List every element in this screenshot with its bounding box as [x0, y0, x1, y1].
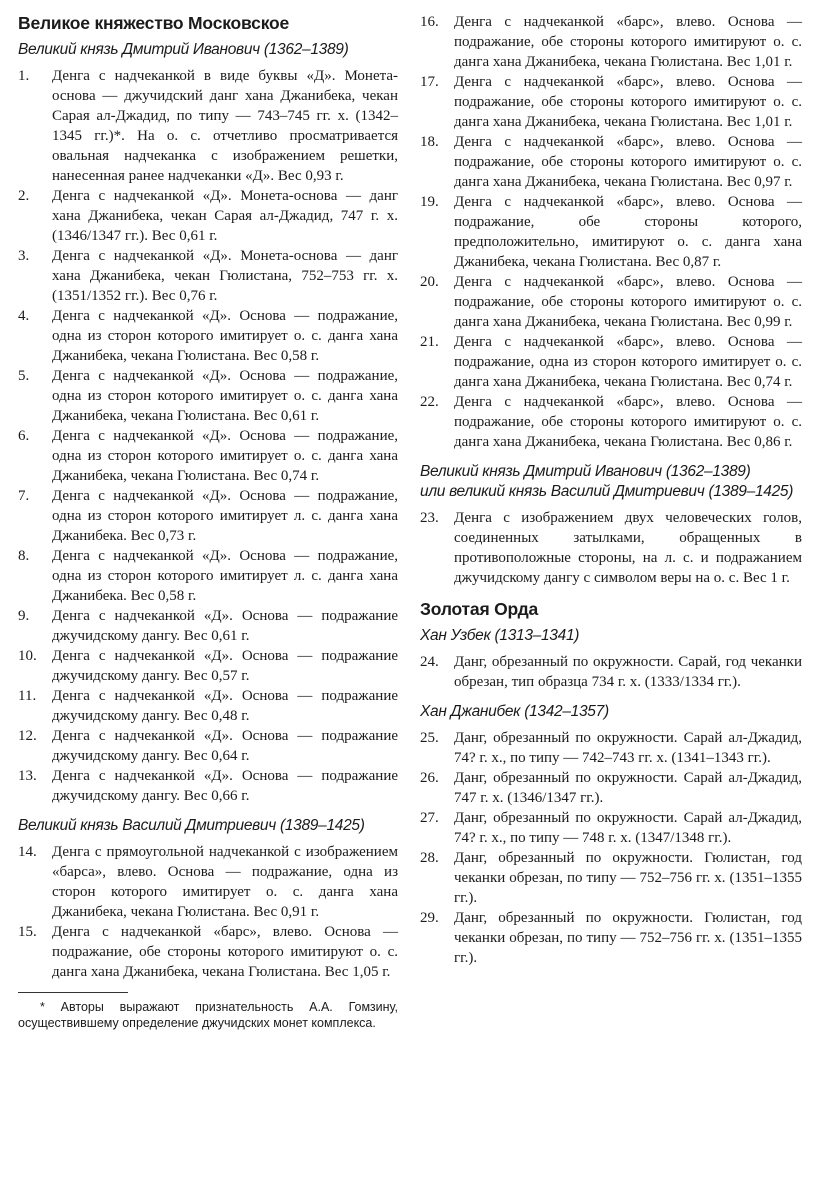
entry-number: 20. — [420, 274, 439, 290]
catalog-entry — [420, 392, 802, 452]
entry-text: Данг, обрезанный по окружности. Сарай ал-Джадид, 747 г. х. (1346/1347 гг.). — [454, 770, 802, 806]
footnote-divider — [18, 992, 128, 993]
entry-number: 1. — [18, 68, 30, 84]
right-column — [420, 12, 802, 978]
catalog-entry — [18, 726, 398, 766]
subheading-khan-uzbek: Хан Узбек (1313–1341) — [420, 627, 580, 644]
entry-text: Денга с надчеканкой «Д». Монета-основа — данг хана Джанибека, чекан Гюлистана, 752–753 гг. х. (1351/1352 гг.). Вес 0,76 г. — [52, 248, 398, 304]
catalog-entry — [18, 186, 398, 246]
entry-text: Данг, обрезанный по окружности. Гюлистан, год чеканки обрезан, по типу — 752–756 гг. х. (1351–1355 гг.). — [454, 910, 802, 966]
entry-text: Денга с надчеканкой в виде буквы «Д». Монета-основа — джучидский данг хана Джанибека, чекан Сарая ал-Джадид, по типу — 743–745 гг. х. (1342–1345 гг.)*. На о. с. отчетливо просматривается овальная надчеканка с изображением решетки, нанесенная ранее надчеканки «Д». Вес 0,93 г. — [52, 68, 398, 184]
entry-text: Денга с надчеканкой «Д». Основа — подражание, одна из сторон которого имитирует о. с. данга хана Джанибека, чекана Гюлистана. Вес 0,74 г. — [52, 428, 398, 484]
entry-number: 3. — [18, 248, 30, 264]
entry-number: 11. — [18, 688, 37, 704]
entry-text: Денга с надчеканкой «Д». Основа — подражание, одна из сторон которого имитирует л. с. данга хана Джанибека. Вес 0,73 г. — [52, 488, 398, 544]
subheading-line: Великий князь Дмитрий Иванович (1362–1389) — [420, 463, 751, 480]
entry-text: Денга с надчеканкой «барс», влево. Основа — подражание, обе стороны которого имитируют о. с. данга хана Джанибека, чекана Гюлистана. Вес 0,99 г. — [454, 274, 802, 330]
entry-list — [420, 728, 802, 968]
catalog-entry — [420, 272, 802, 332]
catalog-entry — [420, 768, 802, 808]
subheading-dmitry-ivanovich: Великий князь Дмитрий Иванович (1362–1389) — [18, 41, 349, 58]
catalog-entry — [420, 652, 802, 692]
catalog-entry — [420, 192, 802, 272]
entry-text: Данг, обрезанный по окружности. Сарай ал-Джадид, 74? г. х., по типу — 748 г. х. (1347/1348 гг.). — [454, 810, 802, 846]
subheading-khan-janibek: Хан Джанибек (1342–1357) — [420, 703, 609, 720]
entry-text: Денга с надчеканкой «Д». Основа — подражание джучидскому дангу. Вес 0,64 г. — [52, 728, 398, 764]
entry-number: 14. — [18, 844, 37, 860]
entry-number: 17. — [420, 74, 439, 90]
catalog-entry — [18, 306, 398, 366]
catalog-entry — [420, 508, 802, 588]
entry-text: Денга с надчеканкой «барс», влево. Основа — подражание, обе стороны которого имитируют о. с. данга хана Джанибека, чекана Гюлистана. Вес 1,01 г. — [454, 74, 802, 130]
entry-text: Денга с надчеканкой «барс», влево. Основа — подражание, обе стороны которого имитируют о. с. данга хана Джанибека, чекана Гюлистана. Вес 1,01 г. — [454, 14, 802, 70]
catalog-entry — [18, 606, 398, 646]
catalog-entry — [420, 908, 802, 968]
entry-text: Данг, обрезанный по окружности. Гюлистан, год чеканки обрезан, по типу — 752–756 гг. х. (1351–1355 гг.). — [454, 850, 802, 906]
entry-text: Денга с надчеканкой «Д». Монета-основа — данг хана Джанибека, чекан Сарая ал-Джадид, 747 г. х. (1346/1347 гг.). Вес 0,61 г. — [52, 188, 398, 244]
catalog-entry — [18, 686, 398, 726]
entry-text: Данг, обрезанный по окружности. Сарай, год чеканки обрезан, тип образца 734 г. х. (1333/1334 гг.). — [454, 654, 802, 690]
catalog-entry — [18, 246, 398, 306]
catalog-entry — [18, 922, 398, 982]
catalog-entry — [18, 486, 398, 546]
entry-text: Денга с надчеканкой «барс», влево. Основа — подражание, обе стороны которого имитируют о. с. данга хана Джанибека, чекана Гюлистана. Вес 1,05 г. — [52, 924, 398, 980]
entry-number: 26. — [420, 770, 439, 786]
catalog-entry — [420, 12, 802, 72]
entry-number: 16. — [420, 14, 439, 30]
entry-number: 2. — [18, 188, 30, 204]
left-column — [18, 12, 398, 1031]
catalog-entry — [420, 848, 802, 908]
entry-text: Денга с надчеканкой «Д». Основа — подражание, одна из сторон которого имитирует о. с. данга хана Джанибека, чекана Гюлистана. Вес 0,58 г. — [52, 308, 398, 364]
catalog-entry — [420, 72, 802, 132]
entry-list — [18, 842, 398, 982]
entry-text: Денга с изображением двух человеческих голов, соединенных затылками, обращенных в противоположные стороны, на л. с. и подражанием джучидскому дангу с символом веры на о. с. Вес 1 г. — [454, 510, 802, 586]
entry-text: Денга с надчеканкой «барс», влево. Основа — подражание, одна из сторон которого имитирует о. с. данга хана Джанибека, чекана Гюлистана. Вес 0,74 г. — [454, 334, 802, 390]
entry-number: 22. — [420, 394, 439, 410]
entry-text: Денга с надчеканкой «Д». Основа — подражание джучидскому дангу. Вес 0,66 г. — [52, 768, 398, 804]
entry-number: 4. — [18, 308, 30, 324]
entry-number: 29. — [420, 910, 439, 926]
entry-text: Денга с надчеканкой «Д». Основа — подражание, одна из сторон которого имитирует л. с. данга хана Джанибека. Вес 0,58 г. — [52, 548, 398, 604]
catalog-entry — [18, 426, 398, 486]
entry-number: 9. — [18, 608, 30, 624]
entry-number: 18. — [420, 134, 439, 150]
entry-text: Данг, обрезанный по окружности. Сарай ал-Джадид, 74? г. х., по типу — 742–743 гг. х. (1341–1343 гг.). — [454, 730, 802, 766]
entry-text: Денга с надчеканкой «барс», влево. Основа — подражание, обе стороны которого имитируют о. с. данга хана Джанибека, чекана Гюлистана. Вес 0,86 г. — [454, 394, 802, 450]
entry-number: 5. — [18, 368, 30, 384]
catalog-entry — [420, 728, 802, 768]
entry-text: Денга с надчеканкой «барс», влево. Основа — подражание, обе стороны которого имитируют о. с. данга хана Джанибека, чекана Гюлистана. Вес 0,97 г. — [454, 134, 802, 190]
catalog-entry — [420, 332, 802, 392]
entry-number: 8. — [18, 548, 30, 564]
catalog-entry — [18, 546, 398, 606]
subheading-dmitry-or-vasily — [420, 462, 802, 502]
entry-text: Денга с надчеканкой «Д». Основа — подражание джучидскому дангу. Вес 0,61 г. — [52, 608, 398, 644]
catalog-entry — [420, 808, 802, 848]
entry-number: 15. — [18, 924, 37, 940]
footnote: * Авторы выражают признательность А.А. Гомзину, осуществившему определение джучидских монет комплекса. — [18, 1000, 398, 1030]
catalog-entry — [18, 366, 398, 426]
entry-text: Денга с надчеканкой «барс», влево. Основа — подражание, обе стороны которого, предположительно, имитируют о. с. данга хана Джанибека, чекана Гюлистана. Вес 0,87 г. — [454, 194, 802, 270]
entry-number: 12. — [18, 728, 37, 744]
subheading-line: или великий князь Василий Дмитриевич (1389–1425) — [420, 483, 794, 500]
entry-list — [420, 652, 802, 692]
entry-number: 7. — [18, 488, 30, 504]
entry-number: 28. — [420, 850, 439, 866]
entry-number: 23. — [420, 510, 439, 526]
entry-number: 21. — [420, 334, 439, 350]
entry-text: Денга с прямоугольной надчеканкой с изображением «барса», влево. Основа — подражание, одна из сторон которого имитирует о. с. данга хана Джанибека, чекана Гюлистана. Вес 0,91 г. — [52, 844, 398, 920]
entry-number: 24. — [420, 654, 439, 670]
entry-number: 19. — [420, 194, 439, 210]
catalog-entry — [18, 842, 398, 922]
entry-number: 27. — [420, 810, 439, 826]
catalog-entry — [420, 132, 802, 192]
entry-list — [18, 66, 398, 806]
entry-text: Денга с надчеканкой «Д». Основа — подражание джучидскому дангу. Вес 0,48 г. — [52, 688, 398, 724]
entry-text: Денга с надчеканкой «Д». Основа — подражание джучидскому дангу. Вес 0,57 г. — [52, 648, 398, 684]
subheading-vasily-dmitrievich: Великий князь Василий Дмитриевич (1389–1425) — [18, 817, 365, 834]
catalog-entry — [18, 66, 398, 186]
entry-number: 6. — [18, 428, 30, 444]
section-heading-moscow: Великое княжество Московское — [18, 13, 290, 33]
entry-number: 10. — [18, 648, 37, 664]
entry-list — [420, 508, 802, 588]
entry-text: Денга с надчеканкой «Д». Основа — подражание, одна из сторон которого имитирует о. с. данга хана Джанибека, чекана Гюлистана. Вес 0,61 г. — [52, 368, 398, 424]
section-heading-golden-horde: Золотая Орда — [420, 599, 539, 619]
catalog-entry — [18, 646, 398, 686]
entry-number: 25. — [420, 730, 439, 746]
entry-list — [420, 12, 802, 452]
entry-number: 13. — [18, 768, 37, 784]
catalog-entry — [18, 766, 398, 806]
